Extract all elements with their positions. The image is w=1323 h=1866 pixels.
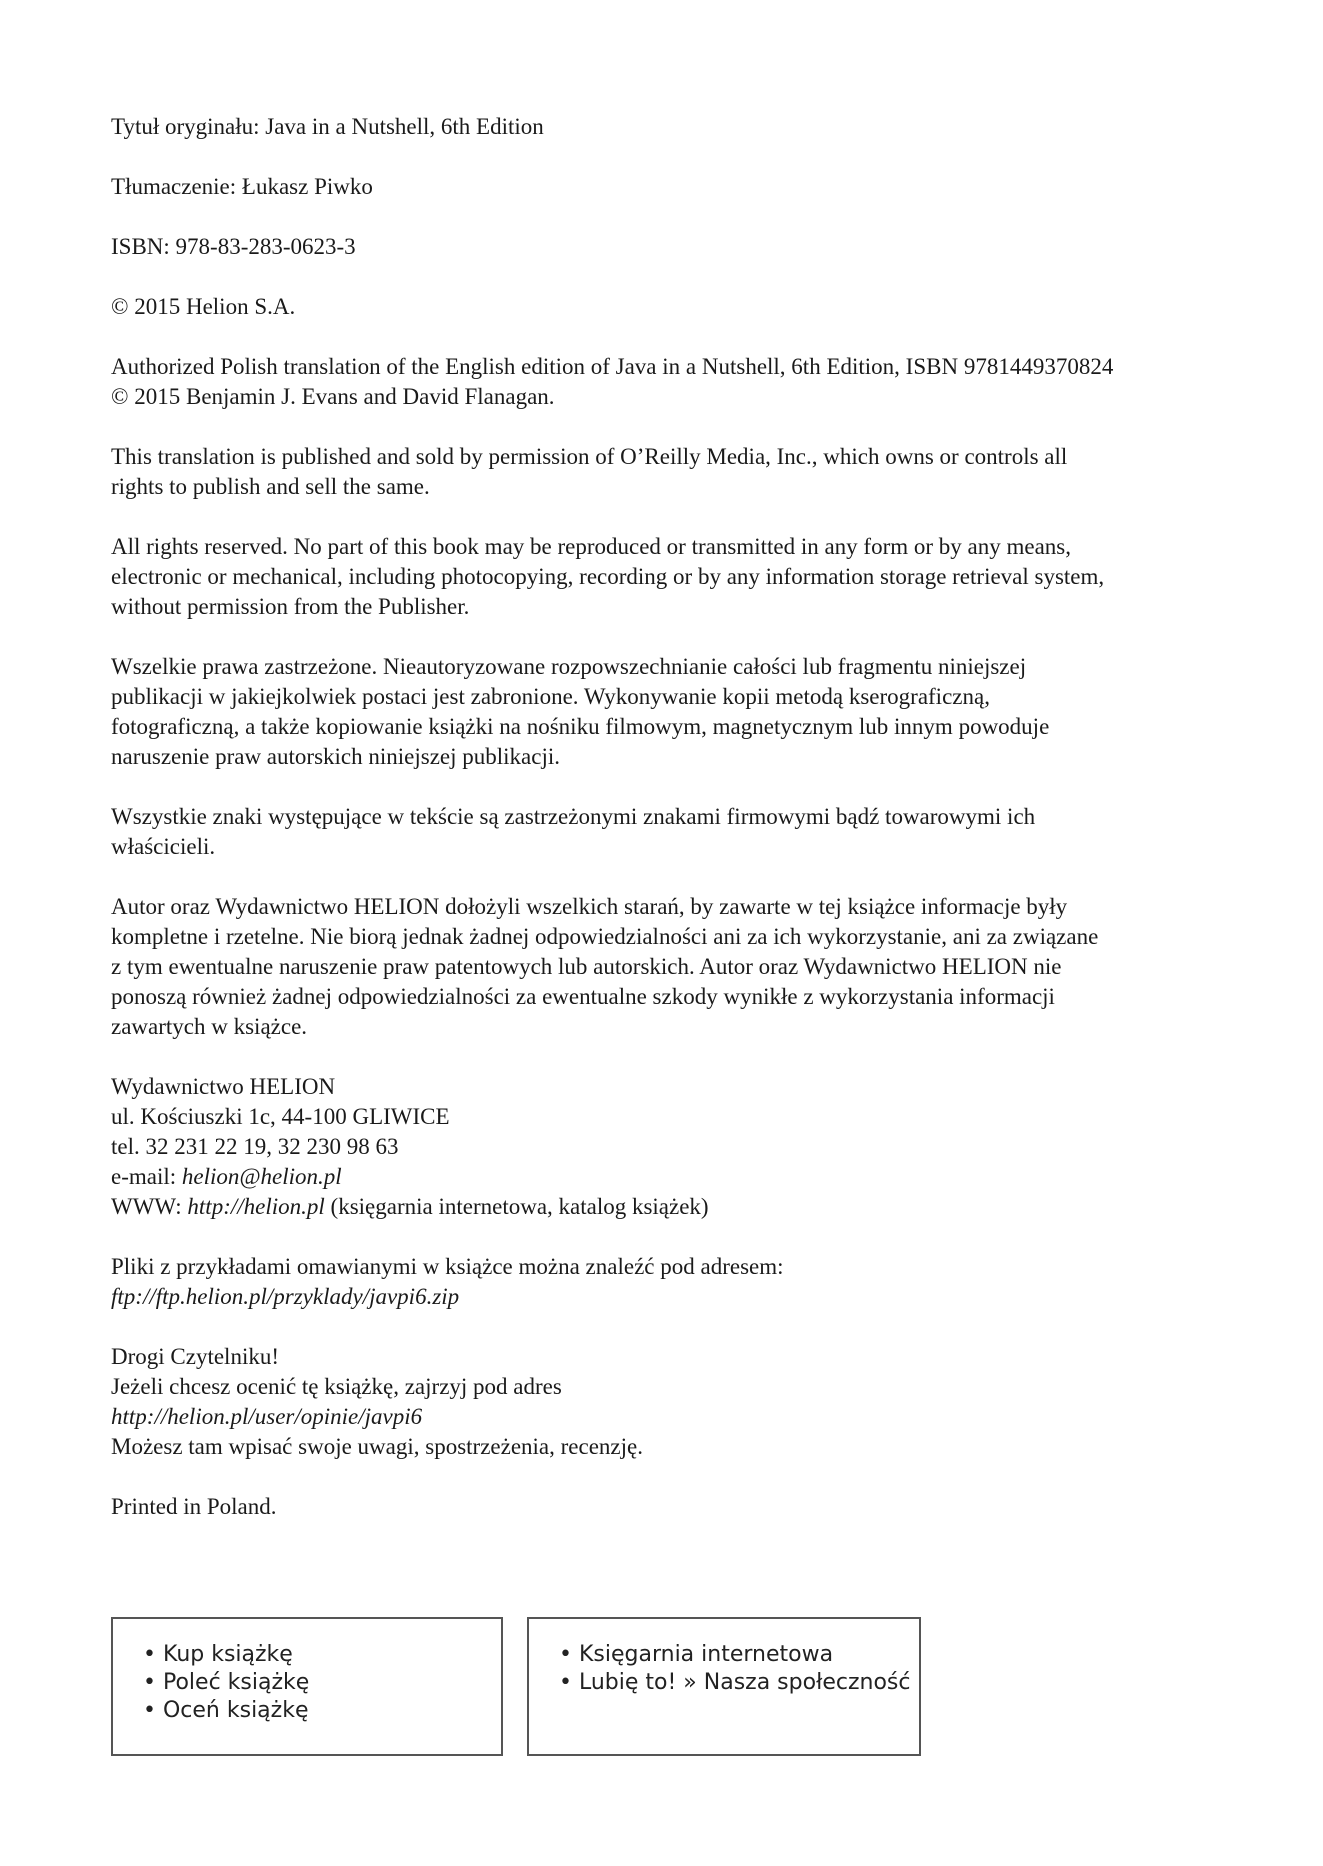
paragraph xyxy=(111,802,1231,862)
publisher-block xyxy=(111,1072,1231,1222)
paragraph-line: publikacji w jakiejkolwiek postaci jest zabronione. Wykonywanie kopii metodą kserograficzną, xyxy=(111,684,990,709)
paragraph xyxy=(111,442,1231,502)
examples-text: Pliki z przykładami omawianymi w książce można znaleźć pod adresem: xyxy=(111,1254,784,1279)
publisher-email-line xyxy=(111,1162,1231,1192)
publisher-phone: tel. 32 231 22 19, 32 230 98 63 xyxy=(111,1134,399,1159)
paragraph xyxy=(111,892,1231,1042)
reader-block xyxy=(111,1342,1231,1462)
paragraph-line: z tym ewentualne naruszenie praw patentowych lub autorskich. Autor oraz Wydawnictwo HELION nie xyxy=(111,954,1062,979)
paragraph-line: właścicieli. xyxy=(111,834,216,859)
reader-note: Możesz tam wpisać swoje uwagi, spostrzeżenia, recenzję. xyxy=(111,1434,643,1459)
paragraph-line: © 2015 Benjamin J. Evans and David Flanagan. xyxy=(111,384,555,409)
paragraph xyxy=(111,172,1231,202)
paragraph xyxy=(111,652,1231,772)
reader-link[interactable]: http://helion.pl/user/opinie/javpi6 xyxy=(111,1404,423,1429)
paragraph xyxy=(111,352,1231,412)
paragraph-line: kompletne i rzetelne. Nie biorą jednak żadnej odpowiedzialności ani za ich wykorzystanie, ani za związane xyxy=(111,924,1099,949)
www-link[interactable]: http://helion.pl xyxy=(187,1194,325,1219)
paragraph-line: Autor oraz Wydawnictwo HELION dołożyli wszelkich starań, by zawarte w tej książce informacje były xyxy=(111,894,1068,919)
paragraph-line: Wszystkie znaki występujące w tekście są zastrzeżonymi znakami firmowymi bądź towarowymi ich xyxy=(111,804,1036,829)
paragraph xyxy=(111,112,1231,142)
paragraph-line: electronic or mechanical, including photocopying, recording or by any information storage retrieval system, xyxy=(111,564,1105,589)
paragraph-line: Tłumaczenie: Łukasz Piwko xyxy=(111,174,373,199)
rate-book-link[interactable]: • Oceń książkę xyxy=(143,1697,501,1725)
paragraph-line: Authorized Polish translation of the English edition of Java in a Nutshell, 6th Edition, ISBN 9781449370824 xyxy=(111,354,1114,379)
text-blocks xyxy=(111,112,1231,1042)
paragraph-line: Wszelkie prawa zastrzeżone. Nieautoryzowane rozpowszechnianie całości lub fragmentu niniejszej xyxy=(111,654,1027,679)
reader-text: Jeżeli chcesz ocenić tę książkę, zajrzyj pod adres xyxy=(111,1374,562,1399)
examples-link[interactable]: ftp://ftp.helion.pl/przyklady/javpi6.zip xyxy=(111,1284,460,1309)
online-bookstore-link[interactable]: • Księgarnia internetowa xyxy=(559,1641,919,1669)
paragraph-line: without permission from the Publisher. xyxy=(111,594,470,619)
publisher-name: Wydawnictwo HELION xyxy=(111,1074,336,1099)
email-link[interactable]: helion@helion.pl xyxy=(181,1164,342,1189)
examples-block xyxy=(111,1252,1231,1312)
www-note: (księgarnia internetowa, katalog książek) xyxy=(324,1194,709,1219)
paragraph-line: fotograficzną, a także kopiowanie książki na nośniku filmowym, magnetycznym lub innym powoduje xyxy=(111,714,1050,739)
publisher-www-line xyxy=(111,1192,1231,1222)
book-actions-box xyxy=(111,1617,503,1756)
www-label: WWW: xyxy=(111,1194,188,1219)
paragraph-line: naruszenie praw autorskich niniejszej publikacji. xyxy=(111,744,560,769)
email-label: e-mail: xyxy=(111,1164,182,1189)
paragraph-line: ISBN: 978-83-283-0623-3 xyxy=(111,234,356,259)
printed-in xyxy=(111,1492,1231,1522)
paragraph-line: © 2015 Helion S.A. xyxy=(111,294,296,319)
buy-book-link[interactable]: • Kup książkę xyxy=(143,1641,501,1669)
paragraph xyxy=(111,232,1231,262)
paragraph xyxy=(111,292,1231,322)
paragraph-line: zawartych w książce. xyxy=(111,1014,308,1039)
paragraph xyxy=(111,532,1231,622)
reader-greeting: Drogi Czytelniku! xyxy=(111,1344,279,1369)
publisher-address: ul. Kościuszki 1c, 44-100 GLIWICE xyxy=(111,1104,450,1129)
paragraph-line: Tytuł oryginału: Java in a Nutshell, 6th Edition xyxy=(111,114,544,139)
recommend-book-link[interactable]: • Poleć książkę xyxy=(143,1669,501,1697)
paragraph-line: ponoszą również żadnej odpowiedzialności za ewentualne szkody wynikłe z wykorzystania informacji xyxy=(111,984,1055,1009)
paragraph-line: All rights reserved. No part of this book may be reproduced or transmitted in any form or by any means, xyxy=(111,534,1072,559)
copyright-page xyxy=(111,112,1231,1552)
community-link[interactable]: • Lubię to! » Nasza społeczność xyxy=(559,1669,919,1697)
store-links-box xyxy=(527,1617,921,1756)
paragraph-line: This translation is published and sold by permission of O’Reilly Media, Inc., which owns or controls all xyxy=(111,444,1068,469)
printed-text: Printed in Poland. xyxy=(111,1494,277,1519)
paragraph-line: rights to publish and sell the same. xyxy=(111,474,430,499)
